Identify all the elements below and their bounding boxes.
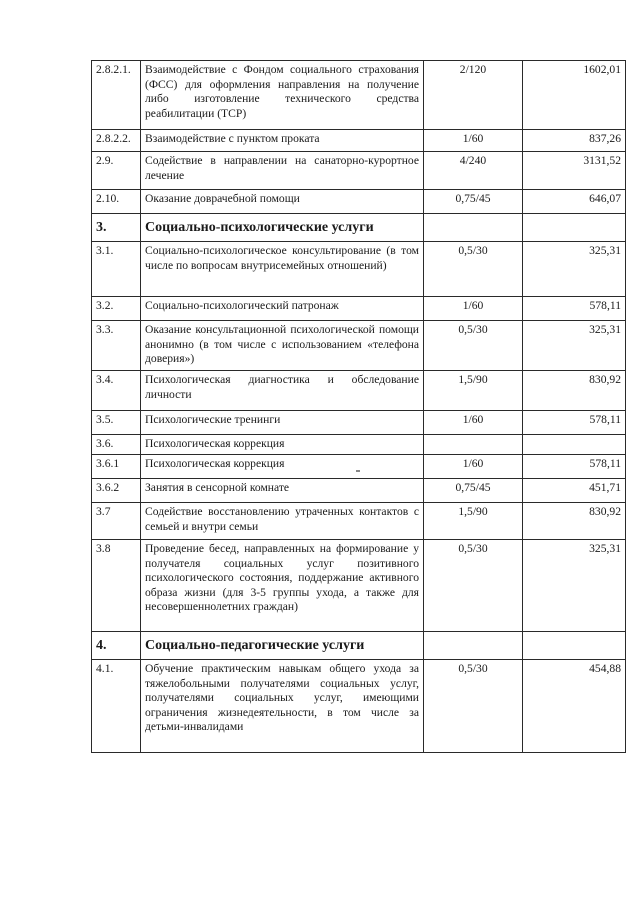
time-norm <box>424 214 523 242</box>
service-name: Социально-психологическое консультирование (в том числе по вопросам внутрисемейных отношений) <box>141 242 424 297</box>
time-norm <box>424 632 523 660</box>
table-row <box>92 479 626 503</box>
service-price: 454,88 <box>523 660 626 753</box>
table-row <box>92 371 626 411</box>
service-price: 830,92 <box>523 371 626 411</box>
table-row <box>92 455 626 479</box>
row-number: 3.6.1 <box>92 455 141 479</box>
section-row <box>92 214 626 242</box>
service-name: Содействие восстановлению утраченных контактов с семьей и внутри семьи <box>141 503 424 540</box>
time-norm: 2/120 <box>424 61 523 130</box>
table-row <box>92 61 626 130</box>
service-name: Проведение бесед, направленных на формирование у получателя социальных услуг позитивного психологического состояния, поддержание активного образа жизни (для 3-5 группы ухода, а также для несовершеннолетних граждан) <box>141 540 424 632</box>
table-row <box>92 503 626 540</box>
time-norm: 0,5/30 <box>424 242 523 297</box>
row-number: 3.5. <box>92 411 141 435</box>
time-norm: 1/60 <box>424 297 523 321</box>
service-name: Оказание доврачебной помощи <box>141 190 424 214</box>
service-price <box>523 632 626 660</box>
time-norm: 0,75/45 <box>424 190 523 214</box>
table-row <box>92 435 626 455</box>
row-number: 3.7 <box>92 503 141 540</box>
service-price: 646,07 <box>523 190 626 214</box>
row-number: 3.4. <box>92 371 141 411</box>
row-number: 4.1. <box>92 660 141 753</box>
time-norm: 1,5/90 <box>424 503 523 540</box>
time-norm: 4/240 <box>424 152 523 190</box>
table-row <box>92 130 626 152</box>
service-price: 451,71 <box>523 479 626 503</box>
table-row <box>92 321 626 371</box>
row-number: 3.6. <box>92 435 141 455</box>
service-price: 830,92 <box>523 503 626 540</box>
time-norm <box>424 435 523 455</box>
table-row <box>92 152 626 190</box>
time-norm: 1/60 <box>424 411 523 435</box>
service-name: Содействие в направлении на санаторно-курортное лечение <box>141 152 424 190</box>
row-number: 3.2. <box>92 297 141 321</box>
row-number: 2.8.2.2. <box>92 130 141 152</box>
row-number: 4. <box>92 632 141 660</box>
time-norm: 1,5/90 <box>424 371 523 411</box>
scan-speck <box>356 470 360 472</box>
table-body <box>92 61 626 753</box>
service-price: 325,31 <box>523 540 626 632</box>
service-name: Социально-педагогические услуги <box>141 632 424 660</box>
service-name: Психологическая диагностика и обследование личности <box>141 371 424 411</box>
table-row <box>92 660 626 753</box>
service-price <box>523 435 626 455</box>
services-tariff-table <box>91 60 626 753</box>
time-norm: 1/60 <box>424 455 523 479</box>
row-number: 2.10. <box>92 190 141 214</box>
time-norm: 0,5/30 <box>424 540 523 632</box>
service-name: Взаимодействие с Фондом социального страхования (ФСС) для оформления направления на получение либо изготовление технического средства реабилитации (ТСР) <box>141 61 424 130</box>
time-norm: 1/60 <box>424 130 523 152</box>
service-name: Обучение практическим навыкам общего ухода за тяжелобольными получателями социальных услуг, получателями социальных услуг, имеющими ограничения жизнедеятельности, в том числе за детьми-инвалидами <box>141 660 424 753</box>
service-price: 578,11 <box>523 455 626 479</box>
service-price <box>523 214 626 242</box>
service-name: Занятия в сенсорной комнате <box>141 479 424 503</box>
service-price: 837,26 <box>523 130 626 152</box>
row-number: 2.9. <box>92 152 141 190</box>
time-norm: 0,5/30 <box>424 660 523 753</box>
table-row <box>92 190 626 214</box>
service-price: 1602,01 <box>523 61 626 130</box>
table-row <box>92 242 626 297</box>
service-name: Психологические тренинги <box>141 411 424 435</box>
service-name: Взаимодействие с пунктом проката <box>141 130 424 152</box>
row-number: 3.8 <box>92 540 141 632</box>
table-row <box>92 540 626 632</box>
service-name: Психологическая коррекция <box>141 455 424 479</box>
table-row <box>92 297 626 321</box>
service-price: 578,11 <box>523 411 626 435</box>
section-row <box>92 632 626 660</box>
service-name: Социально-психологические услуги <box>141 214 424 242</box>
row-number: 3.6.2 <box>92 479 141 503</box>
service-name: Социально-психологический патронаж <box>141 297 424 321</box>
time-norm: 0,75/45 <box>424 479 523 503</box>
row-number: 2.8.2.1. <box>92 61 141 130</box>
service-name: Оказание консультационной психологической помощи анонимно (в том числе с использованием «телефона доверия») <box>141 321 424 371</box>
table-row <box>92 411 626 435</box>
row-number: 3.1. <box>92 242 141 297</box>
row-number: 3.3. <box>92 321 141 371</box>
time-norm: 0,5/30 <box>424 321 523 371</box>
service-price: 325,31 <box>523 321 626 371</box>
row-number: 3. <box>92 214 141 242</box>
service-price: 578,11 <box>523 297 626 321</box>
service-price: 325,31 <box>523 242 626 297</box>
service-name: Психологическая коррекция <box>141 435 424 455</box>
service-price: 3131,52 <box>523 152 626 190</box>
